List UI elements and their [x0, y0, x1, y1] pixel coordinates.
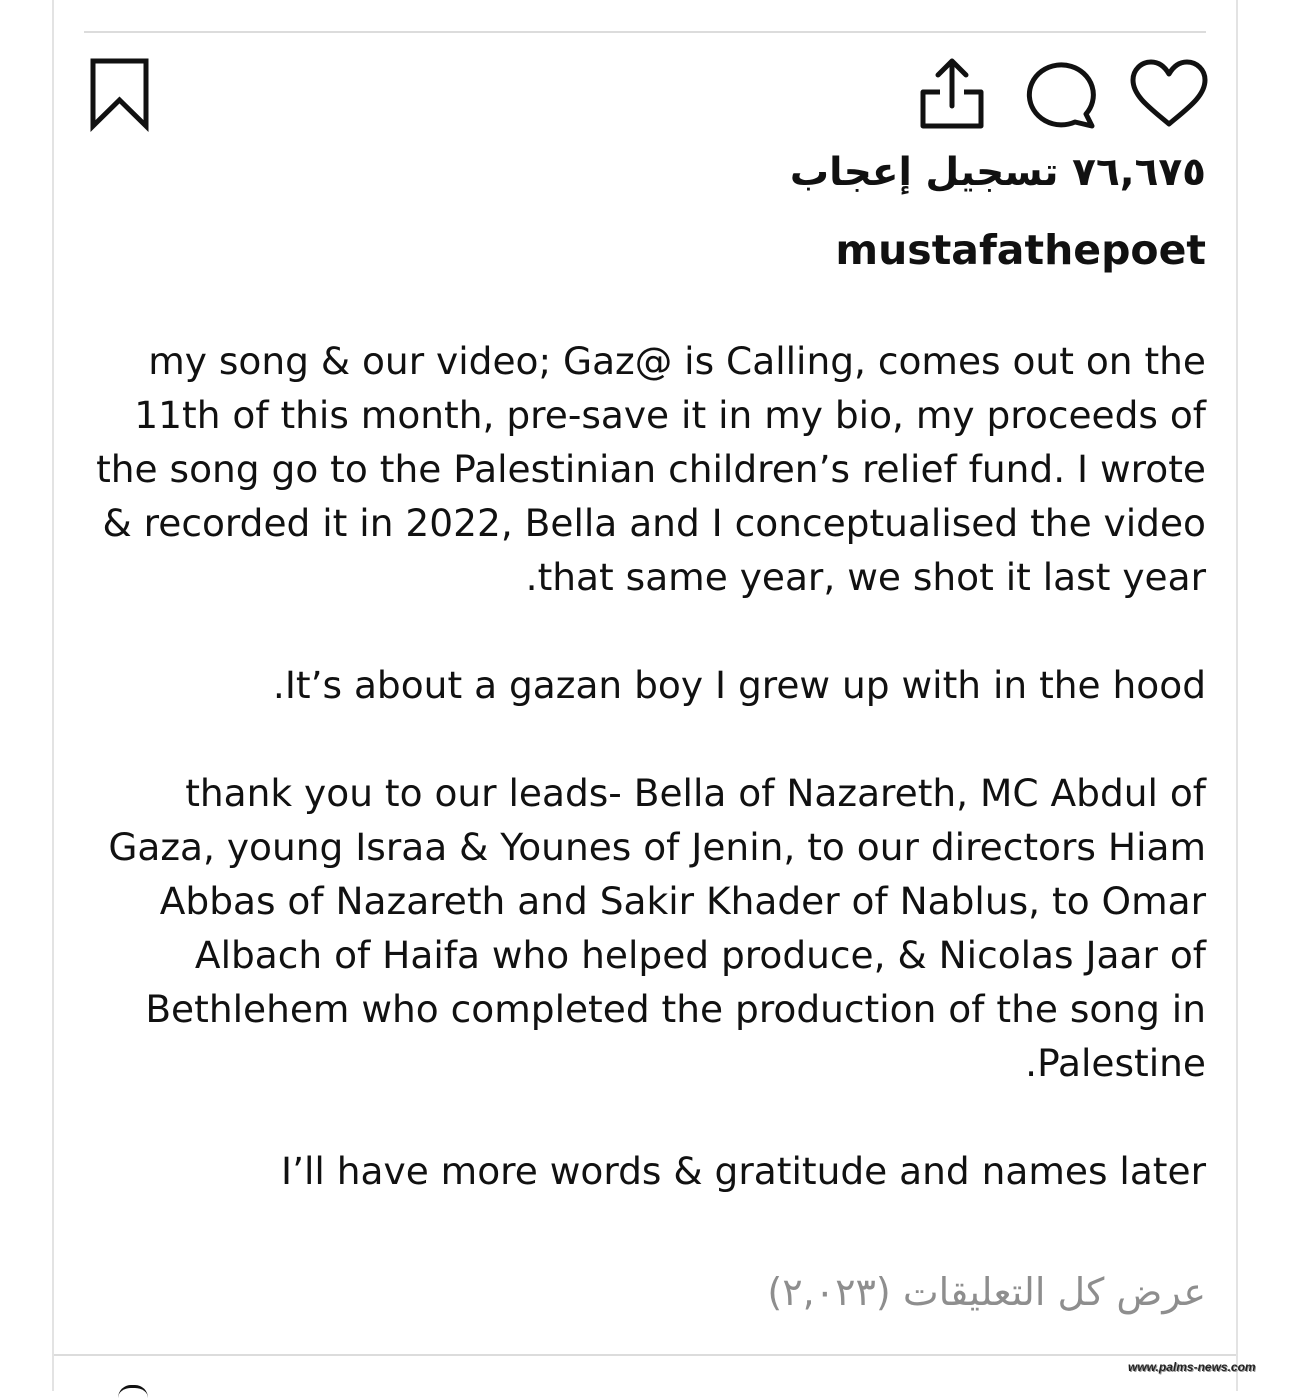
- top-divider: [84, 31, 1206, 33]
- username[interactable]: mustafathepoet: [835, 226, 1206, 274]
- caption-paragraph: It’s about a gazan boy I grew up with in the hood.: [272, 663, 1206, 707]
- share-icon[interactable]: [914, 56, 990, 132]
- caption-paragraph: my song & our video; Gaz@ is Calling, comes out on the 11th of this month, pre-save it in my bio, my proceeds of the song go to the Palestinian children’s relief fund. I wrote & recorded it in 2022, Bella and I conceptualised the video that same year, we shot it last year.: [96, 339, 1206, 599]
- view-all-comments-link[interactable]: عرض كل التعليقات (٢,٠٢٣): [767, 1270, 1206, 1314]
- bottom-divider: [54, 1354, 1236, 1356]
- frame-right-border: [1236, 0, 1238, 1391]
- heart-icon[interactable]: [1128, 58, 1210, 130]
- caption-paragraph: I’ll have more words & gratitude and names later: [281, 1149, 1206, 1193]
- frame-left-border: [52, 0, 54, 1391]
- caption-paragraph: thank you to our leads- Bella of Nazareth, MC Abdul of Gaza, young Israa & Younes of Jenin, to our directors Hiam Abbas of Nazareth and Sakir Khader of Nablus, to Omar Albach of Haifa who helped produce, & Nicolas Jaar of Bethlehem who completed the production of the song in Palestine.: [108, 771, 1206, 1085]
- post-caption: [84, 334, 1206, 1198]
- watermark: www.palms-news.com: [1128, 1360, 1256, 1374]
- next-post-avatar-edge: [118, 1385, 148, 1398]
- bookmark-icon[interactable]: [88, 56, 152, 132]
- likes-count[interactable]: ٧٦,٦٧٥ تسجيل إعجاب: [789, 150, 1206, 195]
- comment-icon[interactable]: [1022, 56, 1102, 132]
